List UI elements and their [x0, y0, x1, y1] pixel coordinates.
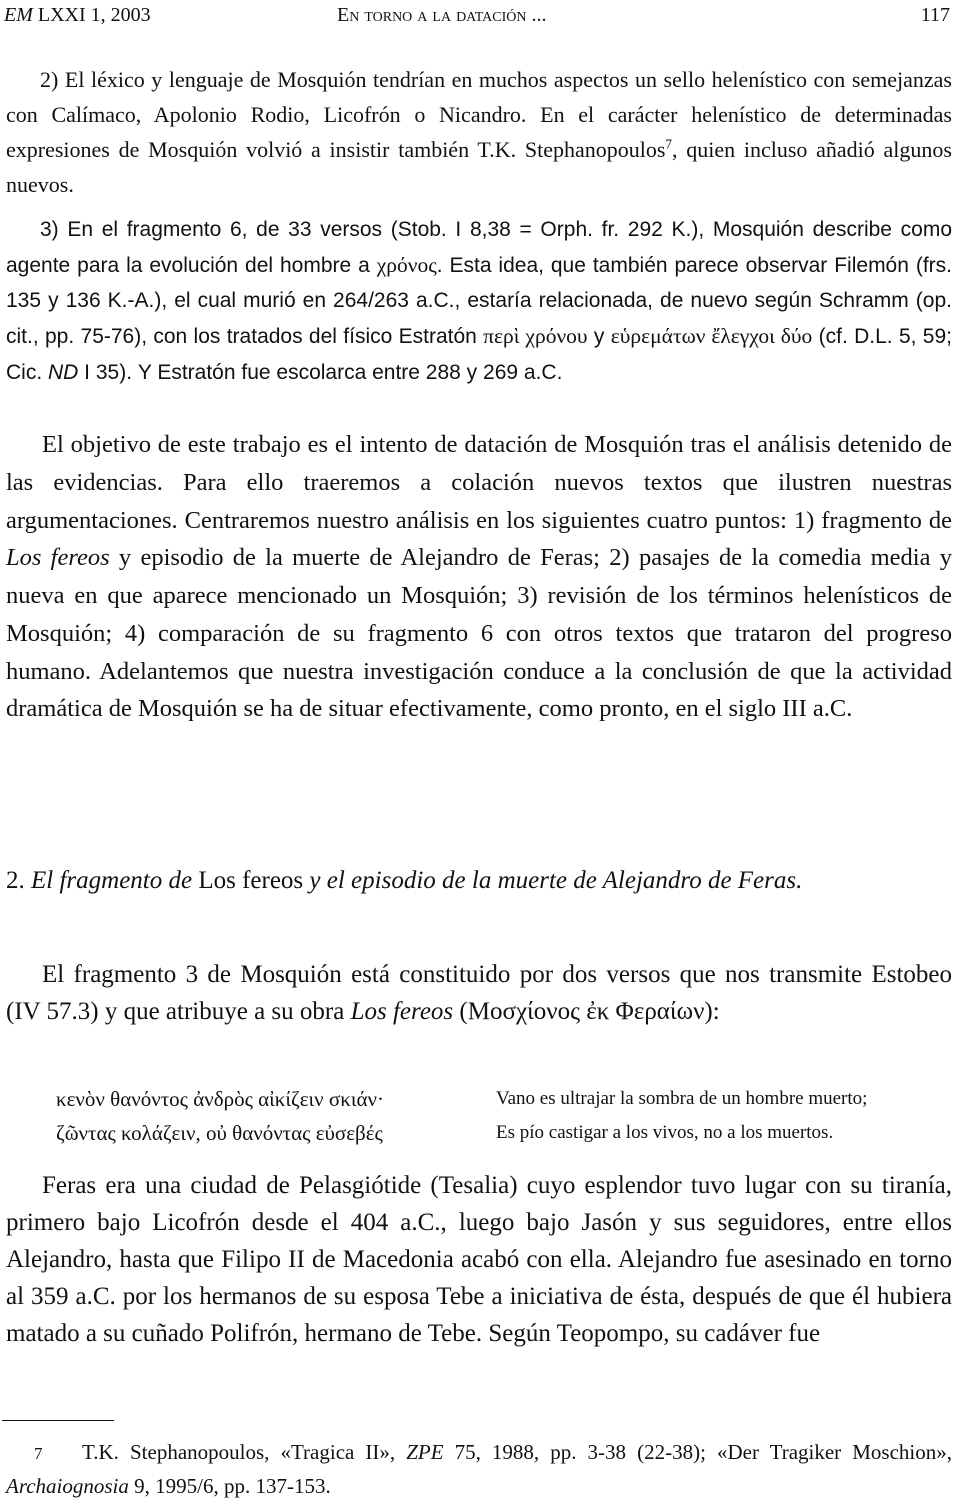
- paragraph-fragment-3: [6, 956, 952, 1030]
- paragraph-text: ):: [704, 998, 720, 1025]
- paragraph-objective: [6, 426, 952, 728]
- heading-text: El fragmento de: [31, 867, 193, 894]
- footnote-text: 9, 1995/6, pp. 137-153.: [128, 1474, 331, 1498]
- paragraph-feras: Feras era una ciudad de Pelasgiótide (Tesalia) cuyo esplendor tuvo lugar con su tiranía, primero bajo Licofrón desde el 404 a.C., luego bajo Jasón y sus seguidores, entre ellos Alejandro, hasta que Filipo II de Macedonia acabó con ella. Alejandro fue asesinado en torno al 359 a.C. por los hermanos de su esposa Tebe a iniciativa de ésta, después de que él hubiera matado a su cuñado Polifrón, hermano de Tebe. Según Teopompo, su cadáver fue: [6, 1172, 952, 1347]
- running-header: [4, 2, 950, 28]
- italic-abbrev: ND: [48, 360, 79, 384]
- paragraph-text: El objetivo de este trabajo es el intento de datación de Mosquión tras el análisis detenido de las evidencias. Para ello traeremos a colación nuevos textos que ilustren nuestras argumentaciones. Centraremos nuestro análisis en los siguientes cuatro puntos: 1) fragmento de: [6, 431, 952, 534]
- paragraph-text: El fragmento 3 de Mosquión está constituido por dos versos que nos transmite Estobeo (IV 57.3) y que atribuye a su obra: [6, 961, 952, 1025]
- spanish-translation: Es pío castigar a los vivos, no a los muertos.: [496, 1122, 834, 1143]
- heading-text: y el episodio de la muerte de Alejandro de Feras.: [309, 867, 803, 894]
- paragraph-text: y episodio de la muerte de Alejandro de Feras; 2) pasajes de la comedia media y nueva en que aparece mencionado un Mosquión; 3) revisión de los términos helenísticos de Mosquión; 4) comparación de su fragmento 6 con otros textos que trataron del progreso humano. Adelantemos que nuestra investigación conduce a la conclusión de que la actividad dramática de Mosquión se ha de situar efectivamente, como pronto, en el siglo III a.C.: [6, 544, 952, 723]
- footnote-text: 75, 1988, pp. 3-38 (22-38); «Der Tragiker Moschion»,: [443, 1440, 952, 1464]
- section-number: 2.: [6, 867, 25, 894]
- paragraph-lexicon: [6, 62, 952, 202]
- greek-term: περὶ χρόνου: [483, 324, 588, 349]
- footnote-text: T.K. Stephanopoulos, «Tragica II»,: [82, 1440, 407, 1464]
- work-title: Los fereos: [6, 544, 110, 572]
- page-number: 117: [920, 4, 950, 26]
- journal-title: ZPE: [406, 1440, 444, 1464]
- greek-attribution: Μοσχίονος ἐκ Φεραίων: [467, 998, 705, 1025]
- quotation-row: [56, 1084, 942, 1118]
- greek-term: χρόνος: [376, 252, 437, 277]
- paragraph-text: 3) En el fragmento 6, de 33 versos (Stob. I 8,38 = Orph. fr. 292 K.), Mosquión describe como agente para la evolución del hombre a: [6, 218, 952, 277]
- verse-quotation: [56, 1084, 942, 1154]
- paragraph-text: . Esta idea, que también parece observar Filemón (frs. 135 y 136 K.-A.), el cual murió en 264/263 a.C., estaría relacionada, de nuevo según Schramm (op. cit., pp. 75-76), con los tratados del físico Estratón: [6, 253, 952, 349]
- header-journal-issue: [4, 2, 151, 28]
- paragraph-text: , quien incluso añadió algunos nuevos.: [6, 137, 952, 197]
- greek-verse: ζῶντας κολάζειν, οὐ θανόντας εὐσεβές: [56, 1121, 383, 1145]
- paragraph-text: (: [453, 998, 468, 1025]
- journal-title: Archaiognosia: [6, 1474, 129, 1498]
- paragraph-text: y: [587, 325, 611, 349]
- quotation-row: [56, 1118, 942, 1152]
- footnote-number: 7: [34, 1444, 43, 1463]
- paragraph-text: 2) El léxico y lenguaje de Mosquión tendrían en muchos aspectos un sello helenístico con semejanzas con Calímaco, Apolonio Rodio, Licofrón o Nicandro. En el carácter helenístico de determinadas expresiones de Mosquión volvió a insistir también T.K. Stephanopoulos: [6, 67, 952, 162]
- heading-work-title: Los fereos: [198, 867, 304, 894]
- spanish-translation: Vano es ultrajar la sombra de un hombre muerto;: [496, 1088, 868, 1109]
- paragraph-text: (cf. D.L. 5, 59; Cic.: [6, 325, 952, 384]
- paragraph-fragment-6: [6, 212, 952, 391]
- footnote: [6, 1436, 952, 1502]
- issue-info: LXXI 1, 2003: [37, 4, 151, 26]
- work-title: Los fereos: [350, 998, 454, 1025]
- journal-abbrev: EM: [4, 4, 33, 26]
- footnote-ref: 7: [665, 136, 672, 152]
- section-heading: [6, 862, 952, 899]
- running-title: En torno a la datación ...: [337, 4, 547, 26]
- paragraph-text: I 35). Y Estratón fue escolarca entre 288 y 269 a.C.: [78, 360, 563, 384]
- greek-term: εὑρεμάτων ἔλεγχοι δύο: [610, 324, 813, 349]
- greek-verse: κενὸν θανόντος ἀνδρὸς αἰκίζειν σκιάν·: [56, 1087, 384, 1111]
- footnote-divider: [2, 1420, 114, 1421]
